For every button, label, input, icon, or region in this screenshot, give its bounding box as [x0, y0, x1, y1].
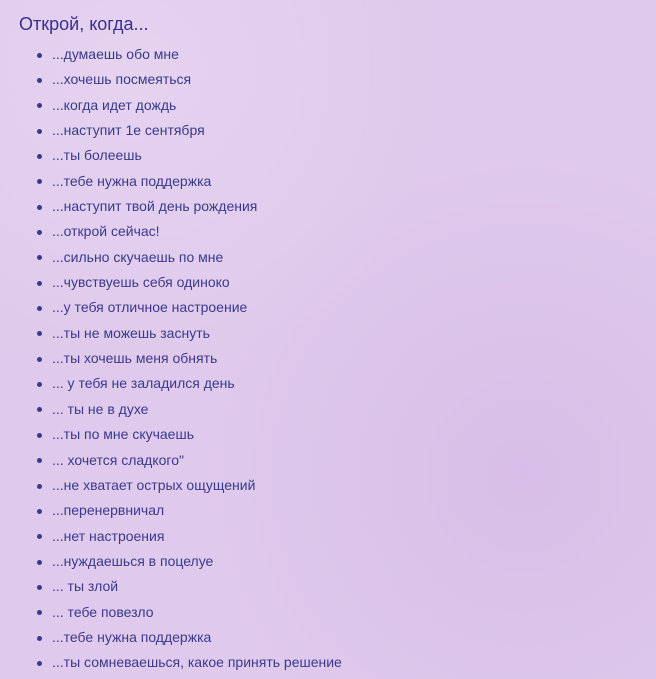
list-item-text: ...у тебя отличное настроение: [52, 299, 248, 316]
list-item-text: ...когда идет дождь: [52, 96, 177, 113]
bullet-icon: [37, 230, 42, 235]
list-item-text: ...наступит 1е сентября: [52, 122, 205, 139]
list-item-text: ...чувствуешь себя одиноко: [52, 274, 230, 291]
list-item-text: ... у тебя не заладился день: [52, 375, 235, 392]
list-item: [0, 93, 656, 118]
list-item-text: ...хочешь посмеяться: [52, 71, 192, 88]
list-item: [0, 650, 656, 675]
bullet-icon: [37, 103, 42, 108]
bullet-icon: [37, 255, 42, 260]
list-item: [0, 270, 656, 295]
list-item: [0, 42, 656, 67]
bullet-icon: [37, 306, 42, 311]
list-item-text: ...тебе нужна поддержка: [52, 172, 212, 189]
list-item-text: ...нет настроения: [52, 527, 165, 544]
list-item: [0, 473, 656, 498]
list-item: [0, 397, 656, 422]
list-item-text: ... ты не в духе: [52, 400, 149, 417]
bullet-icon: [37, 560, 42, 565]
list-item: [0, 245, 656, 270]
list-item-text: ...перенервничал: [52, 502, 165, 519]
page-title: Открой, когда...: [19, 14, 149, 34]
bullet-icon: [37, 433, 42, 438]
list-item: [0, 574, 656, 599]
list-item-text: ...ты по мне скучаешь: [52, 426, 194, 443]
list-item: [0, 219, 656, 244]
bullet-icon: [37, 331, 42, 336]
list-item-text: ...ты не можешь заснуть: [52, 324, 210, 341]
list-item-text: ...не хватает острых ощущений: [52, 476, 256, 493]
list-item: [0, 549, 656, 574]
bullet-icon: [37, 154, 42, 159]
list-item: [0, 295, 656, 320]
list-item: [0, 143, 656, 168]
bullet-icon: [37, 585, 42, 590]
list-item-text: ... ты злой: [52, 578, 119, 595]
list-item: [0, 625, 656, 650]
list-item-text: ...сильно скучаешь по мне: [52, 248, 224, 265]
bullet-icon: [37, 484, 42, 489]
bullet-icon: [37, 610, 42, 615]
bullet-icon: [37, 357, 42, 362]
bullet-icon: [37, 661, 42, 666]
list-item: [0, 498, 656, 523]
list-item: [0, 524, 656, 549]
list-item-text: ...ты болеешь: [52, 147, 142, 164]
list-item: [0, 169, 656, 194]
list-item-text: ...ты сомневаешься, какое принять решение: [52, 654, 342, 671]
list-item-text: ...нуждаешься в поцелуе: [52, 552, 214, 569]
bullet-icon: [37, 382, 42, 387]
list-item-text: ... хочется сладкого": [52, 451, 184, 468]
list-item: [0, 371, 656, 396]
list-item: [0, 321, 656, 346]
bullet-icon: [37, 281, 42, 286]
bullet-icon: [37, 636, 42, 641]
list-item: [0, 67, 656, 92]
list-item-text: ... тебе повезло: [52, 603, 154, 620]
list-item-text: ...тебе нужна поддержка: [52, 628, 212, 645]
bullet-icon: [37, 78, 42, 83]
bullet-icon: [37, 458, 42, 463]
bullet-icon: [37, 53, 42, 58]
list-item-text: ...думаешь обо мне: [52, 46, 179, 62]
list-item-text: ...открой сейчас!: [52, 223, 160, 240]
list-item: [0, 118, 656, 143]
list-item: [0, 346, 656, 371]
bullet-icon: [37, 509, 42, 514]
bullet-icon: [37, 179, 42, 184]
bullet-icon: [37, 534, 42, 539]
list-item: [0, 600, 656, 625]
bullet-icon: [37, 205, 42, 210]
list-item-text: ...ты хочешь меня обнять: [52, 350, 218, 367]
bullet-icon: [37, 129, 42, 134]
list-item: [0, 422, 656, 447]
list-item-text: ...наступит твой день рождения: [52, 198, 258, 215]
open-when-list: [0, 42, 656, 676]
list-item: [0, 448, 656, 473]
list-item: [0, 194, 656, 219]
bullet-icon: [37, 407, 42, 412]
